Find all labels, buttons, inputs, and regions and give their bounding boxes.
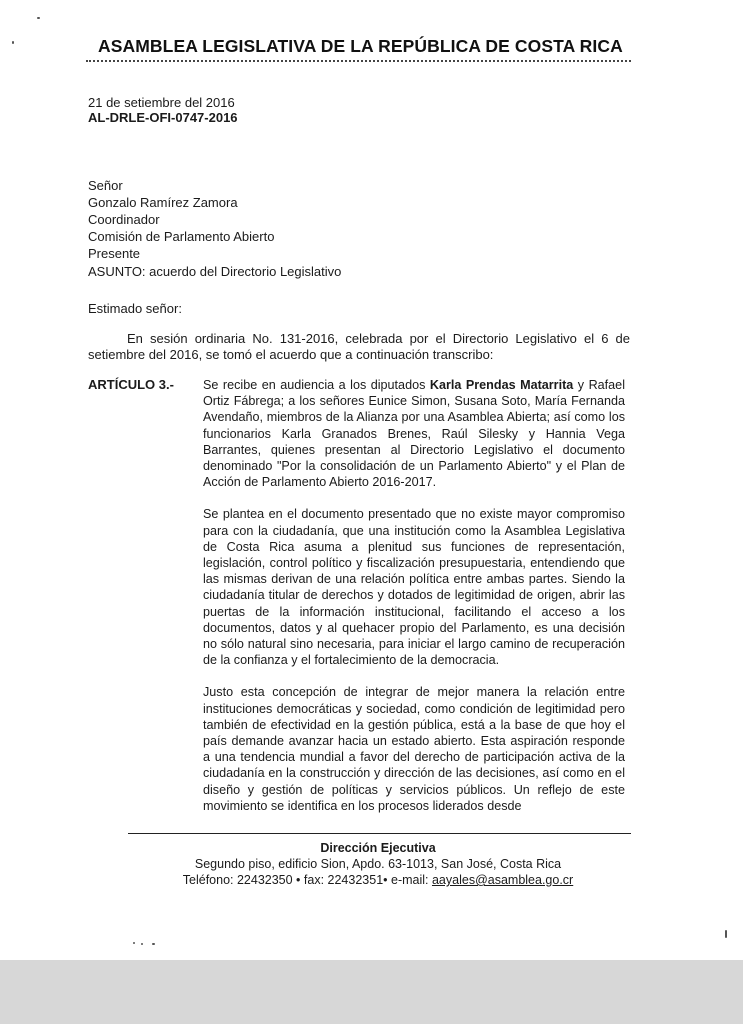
footer-address: Segundo piso, edificio Sion, Apdo. 63-1013, San José, Costa Rica [194, 857, 562, 871]
article-paragraph-2: Se plantea en el documento presentado que no existe mayor compromiso para con la ciudadanía, que una institución como la Asamblea Legislativa de Costa Rica asuma a plenitud sus funciones de representación, legislación, control político y fiscalización presupuestaria, entendiendo que las mismas derivan de una relación política entre ambas partes. Siendo la ciudadanía titular de derechos y dotados de legitimidad de origen, abrir las puertas de la información institucional, facilitando el acceso a los documentos, datos y al quehacer propio del Parlamento, es una decisión no sólo natural sino necesaria, para iniciar el largo camino de recuperación de la confianza y el fortalecimiento de la democracia. [203, 507, 625, 668]
article-paragraph-3: Justo esta concepción de integrar de mejor manera la relación entre instituciones democráticas y sociedad, como condición de legitimidad pero también de efectividad en la gestión pública, está a la base de que hoy el país demande avanzar hacia un estado abierto. Esta aspiración responde a una tendencia mundial a favor del derecho de participación activa de la ciudadanía en la construcción y dirección de las decisiones, así como en el diseño y gestión de políticas y servicios públicos. Un reflejo de este movimiento se identifica en los procesos liderados desde [203, 685, 625, 813]
recipient-line: Coordinador [88, 212, 160, 227]
scan-speck [152, 943, 155, 945]
scan-speck [133, 942, 135, 944]
subject-line: ASUNTO: acuerdo del Directorio Legislativo [88, 264, 342, 279]
footer [128, 840, 628, 888]
recipient-block [88, 177, 274, 262]
scan-speck [141, 943, 143, 945]
recipient-line: Señor [88, 178, 123, 193]
article-paragraph-1: Se recibe en audiencia a los diputados Karla Prendas Matarrita y Rafael Ortiz Fábrega; a los señores Eunice Simon, Susana Soto, María Fernanda Avendaño, miembros de la Alianza por una Asamblea Abierta; así como los funcionarios Karla Granados Brenes, Raúl Silesky y Hannia Vega Barrantes, quienes presentan al Directorio Legislativo el documento denominado "Por la consolidación de un Parlamento Abierto" y el Plan de Acción de Parlamento Abierto 2016-2017. [203, 378, 625, 490]
letter-date: 21 de setiembre del 2016 [88, 95, 235, 110]
recipient-line: Gonzalo Ramírez Zamora [88, 195, 238, 210]
recipient-line: Presente [88, 246, 141, 261]
greeting: Estimado señor: [88, 301, 182, 316]
scan-speck [12, 41, 14, 44]
recipient-line: Comisión de Parlamento Abierto [88, 229, 275, 244]
intro-paragraph: En sesión ordinaria No. 131-2016, celebrada por el Directorio Legislativo el 6 de setiembre del 2016, se tomó el acuerdo que a continuación transcribo: [88, 331, 630, 362]
footer-email-link[interactable]: aayales@asamblea.go.cr [431, 873, 574, 887]
article-body [203, 377, 625, 830]
footer-divider [128, 833, 631, 834]
header-divider [86, 60, 631, 62]
institution-header: ASAMBLEA LEGISLATIVA DE LA REPÚBLICA DE COSTA RICA [98, 36, 623, 56]
footer-contact: Teléfono: 22432350 • fax: 22432351• e-mail: aayales@asamblea.go.cr [182, 873, 574, 887]
footer-office: Dirección Ejecutiva [320, 841, 436, 855]
scan-speck [37, 17, 40, 19]
article-label: ARTÍCULO 3.- [88, 377, 174, 392]
scan-bottom-margin [0, 960, 743, 1024]
letter-reference: AL-DRLE-OFI-0747-2016 [88, 110, 238, 125]
scan-speck [725, 930, 727, 938]
highlighted-name: Karla Prendas Matarrita [429, 378, 574, 392]
